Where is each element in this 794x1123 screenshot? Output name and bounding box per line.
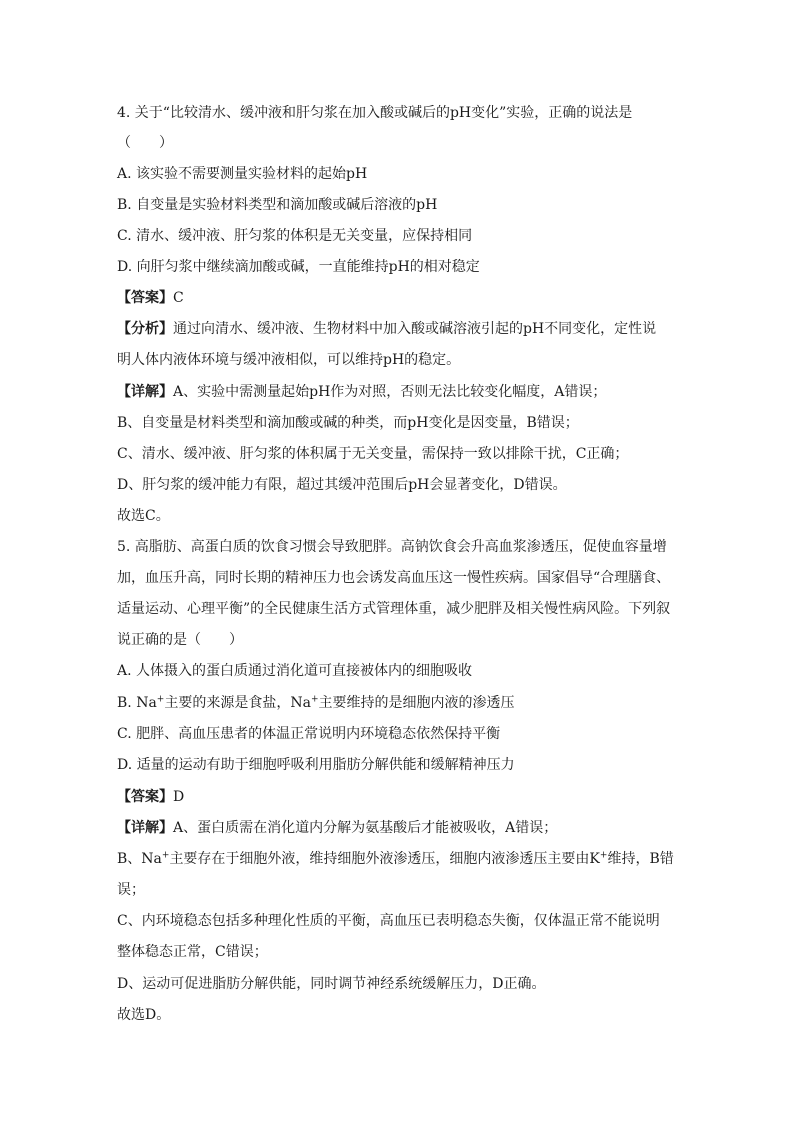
q5-option-b bbox=[117, 694, 687, 712]
answer-value: D bbox=[173, 789, 185, 805]
q5-detail-c-line-2: 整体稳态正常，C错误； bbox=[117, 944, 268, 960]
detail-label: 【详解】 bbox=[117, 820, 173, 836]
q4-option-b: B. 自变量是实验材料类型和滴加酸或碱后溶液的pH bbox=[117, 197, 438, 213]
q5-answer bbox=[117, 788, 687, 806]
detail-b-text-2: 主要存在于细胞外液，维持细胞外液渗透压，细胞内液渗透压主要由K bbox=[169, 851, 600, 867]
q5-stem-line-2: 加，血压升高，同时长期的精神压力也会诱发高血压这一慢性疾病。国家倡导“合理膳食、 bbox=[117, 570, 671, 586]
answer-label: 【答案】 bbox=[117, 290, 173, 306]
answer-label: 【答案】 bbox=[117, 789, 173, 805]
q4-stem-line-2: （ ） bbox=[117, 135, 173, 151]
q4-analysis-line-2: 明人体内液体环境与缓冲液相似，可以维持pH的稳定。 bbox=[117, 352, 461, 368]
detail-b-text-1: B、Na bbox=[117, 851, 162, 867]
q4-option-c: C. 清水、缓冲液、肝匀浆的体积是无关变量，应保持相同 bbox=[117, 228, 473, 244]
q5-detail-b-line-1 bbox=[117, 850, 687, 868]
q4-stem-line-1: 4. 关于“比较清水、缓冲液和肝匀浆在加入酸或碱后的pH变化”实验，正确的说法是 bbox=[117, 105, 633, 121]
detail-b-text-3: 维持，B错 bbox=[607, 851, 674, 867]
analysis-label: 【分析】 bbox=[117, 321, 173, 337]
detail-text: A、蛋白质需在消化道内分解为氨基酸后才能被吸收，A错误； bbox=[173, 820, 558, 836]
superscript-plus: + bbox=[599, 850, 608, 861]
q5-stem-line-4: 说正确的是（ ） bbox=[117, 632, 243, 648]
analysis-text: 通过向清水、缓冲液、生物材料中加入酸或碱溶液引起的pH不同变化，定性说 bbox=[173, 321, 657, 337]
q5-stem-line-3: 适量运动、心理平衡”的全民健康生活方式管理体重，减少肥胖及相关慢性病风险。下列叙 bbox=[117, 601, 671, 617]
detail-label: 【详解】 bbox=[117, 384, 173, 400]
q4-detail-d: D、肝匀浆的缓冲能力有限，超过其缓冲范围后pH会显著变化，D错误。 bbox=[117, 477, 567, 493]
option-b-text-3: 主要维持的是细胞内液的渗透压 bbox=[318, 695, 515, 711]
q5-conclusion: 故选D。 bbox=[117, 1007, 171, 1023]
superscript-plus: + bbox=[310, 694, 319, 705]
q4-detail-a bbox=[117, 383, 687, 401]
q4-option-a: A. 该实验不需要测量实验材料的起始pH bbox=[117, 166, 368, 182]
q4-analysis-line-1 bbox=[117, 320, 687, 338]
q5-option-d: D. 适量的运动有助于细胞呼吸利用脂肪分解供能和缓解精神压力 bbox=[117, 757, 515, 773]
q5-detail-c-line-1: C、内环境稳态包括多种理化性质的平衡，高血压已表明稳态失衡，仅体温正常不能说明 bbox=[117, 913, 660, 929]
q4-option-d: D. 向肝匀浆中继续滴加酸或碱，一直能维持pH的相对稳定 bbox=[117, 259, 480, 275]
q4-answer bbox=[117, 289, 687, 307]
superscript-plus: + bbox=[156, 694, 165, 705]
q5-stem-line-1: 5. 高脂肪、高蛋白质的饮食习惯会导致肥胖。高钠饮食会升高血浆渗透压，促使血容量增 bbox=[117, 539, 667, 555]
detail-text: A、实验中需测量起始pH作为对照，否则无法比较变化幅度，A错误； bbox=[173, 384, 607, 400]
q5-detail-d: D、运动可促进脂肪分解供能，同时调节神经系统缓解压力，D正确。 bbox=[117, 976, 546, 992]
q4-conclusion: 故选C。 bbox=[117, 508, 170, 524]
q4-detail-b: B、自变量是材料类型和滴加酸或碱的种类，而pH变化是因变量，B错误； bbox=[117, 415, 579, 431]
superscript-plus: + bbox=[161, 850, 170, 861]
q5-option-c: C. 肥胖、高血压患者的体温正常说明内环境稳态依然保持平衡 bbox=[117, 726, 501, 742]
q5-detail-b-line-2: 误； bbox=[117, 882, 145, 898]
answer-value: C bbox=[173, 290, 184, 306]
q5-detail-a bbox=[117, 819, 687, 837]
q4-detail-c: C、清水、缓冲液、肝匀浆的体积属于无关变量，需保持一致以排除干扰，C正确； bbox=[117, 446, 629, 462]
option-b-text-2: 主要的来源是食盐，Na bbox=[164, 695, 311, 711]
q5-option-a: A. 人体摄入的蛋白质通过消化道可直接被体内的细胞吸收 bbox=[117, 663, 473, 679]
option-b-text-1: B. Na bbox=[117, 695, 157, 711]
